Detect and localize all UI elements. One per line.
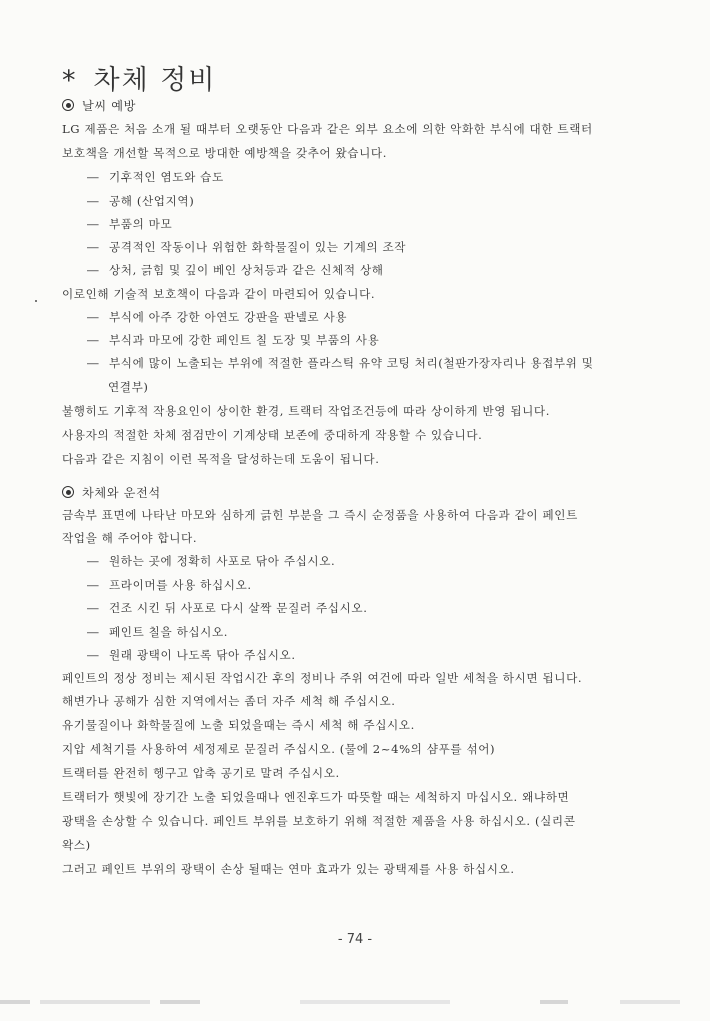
page-title <box>62 58 216 97</box>
section-heading-text: 날씨 예방 <box>82 99 136 113</box>
paragraph-line: 그러고 페인트 부위의 광택이 손상 될때는 연마 효과가 있는 광택제를 사용 하십시오. <box>62 862 515 876</box>
paragraph-line: 유기물질이나 화학물질에 노출 되었을때는 즉시 세척 해 주십시오. <box>62 718 415 732</box>
dash-marker: ― <box>87 240 100 254</box>
list-item <box>87 216 172 232</box>
list-item-text: 부품의 마모 <box>109 217 173 231</box>
paragraph-line: 작업을 해 주어야 합니다. <box>62 531 198 545</box>
circle-bullet-icon <box>62 486 74 498</box>
scan-speck <box>35 300 37 302</box>
list-item-text: 공해 (산업지역) <box>109 194 195 208</box>
list-item-text: 건조 시킨 뒤 사포로 다시 살짝 문질러 주십시오. <box>109 601 368 615</box>
title-text: 차체 정비 <box>93 65 217 96</box>
section-heading-weather <box>62 97 136 114</box>
list-item-text: 부식에 많이 노출되는 부위에 적절한 플라스틱 유약 코팅 처리(철판가장자리나 용접부위 및 <box>109 356 594 370</box>
paragraph-line: 트랙터가 햇빛에 장기간 노출 되었을때나 엔진후드가 따뜻할 때는 세척하지 마십시오. 왜냐하면 <box>62 790 570 804</box>
paragraph-line: 트랙터를 완전히 헹구고 압축 공기로 말려 주십시오. <box>62 766 340 780</box>
dash-marker: ― <box>87 356 100 370</box>
dash-marker: ― <box>87 554 100 568</box>
list-item <box>87 309 347 325</box>
dash-marker: ― <box>87 601 100 615</box>
dash-marker: ― <box>87 578 100 592</box>
dash-marker: ― <box>87 263 100 277</box>
dash-marker: ― <box>87 194 100 208</box>
section-heading-body <box>62 484 161 501</box>
paragraph-line: 불행히도 기후적 작용요인이 상이한 환경, 트랙터 작업조건등에 따라 상이하게 반영 됩니다. <box>62 404 551 418</box>
list-item <box>87 169 224 185</box>
dash-marker: ― <box>87 170 100 184</box>
list-item-text: 부식과 마모에 강한 페인트 칠 도장 및 부품의 사용 <box>109 333 380 347</box>
circle-bullet-icon <box>62 99 74 111</box>
scan-artifact <box>0 1000 710 1006</box>
dash-marker: ― <box>87 625 100 639</box>
paragraph-line: LG 제품은 처음 소개 될 때부터 오랫동안 다음과 같은 외부 요소에 의한 악화한 부식에 대한 트랙터 <box>62 122 593 136</box>
list-item <box>87 193 194 209</box>
paragraph-line: 다음과 같은 지침이 이런 목적을 달성하는데 도움이 됩니다. <box>62 452 380 466</box>
list-item-text: 원하는 곳에 정확히 사포로 닦아 주십시오. <box>109 554 336 568</box>
list-item-text: 부식에 아주 강한 아연도 강판을 판넬로 사용 <box>109 310 348 324</box>
section-heading-text: 차체와 운전석 <box>82 486 161 500</box>
list-item-text: 원래 광택이 나도록 닦아 주십시오. <box>109 648 296 662</box>
list-item-text: 기후적인 염도와 습도 <box>109 170 224 184</box>
list-item <box>87 600 367 616</box>
list-item-text: 공격적인 작동이나 위험한 화학물질이 있는 기계의 조작 <box>109 240 407 254</box>
list-item <box>87 647 296 663</box>
paragraph-line: 이로인해 기술적 보호책이 다음과 같이 마련되어 있습니다. <box>62 287 376 301</box>
paragraph-line: 보호책을 개선할 목적으로 방대한 예방책을 갖추어 왔습니다. <box>62 146 387 160</box>
list-item <box>87 624 228 640</box>
list-item <box>87 577 252 593</box>
paragraph-line: 사용자의 적절한 차체 점검만이 기계상태 보존에 중대하게 작용할 수 있습니다. <box>62 428 483 442</box>
list-item <box>87 553 335 569</box>
paragraph-line: 페인트의 정상 정비는 제시된 작업시간 후의 정비나 주위 여건에 따라 일반 세척을 하시면 됩니다. <box>62 671 583 685</box>
paragraph-line: 해변가나 공해가 심한 지역에서는 좀더 자주 세척 해 주십시오. <box>62 694 396 708</box>
list-item <box>87 262 384 278</box>
page-number: - 74 - <box>337 932 373 947</box>
asterisk-icon: * <box>62 65 78 96</box>
paragraph-line: 지압 세척기를 사용하여 세정제로 문질러 주십시오. (물에 2~4%의 샴푸를 섞어) <box>62 742 496 756</box>
list-item-text: 프라이머를 사용 하십시오. <box>109 578 252 592</box>
list-item-text: 상처, 긁힘 및 깊이 베인 상처등과 같은 신체적 상해 <box>109 263 384 277</box>
dash-marker: ― <box>87 333 100 347</box>
dash-marker: ― <box>87 648 100 662</box>
paragraph-line: 금속부 표면에 나타난 마모와 심하게 긁힌 부분을 그 즉시 순정품을 사용하여 다음과 같이 페인트 <box>62 508 578 522</box>
dash-marker: ― <box>87 310 100 324</box>
list-item <box>87 239 406 255</box>
paragraph-line: 광택을 손상할 수 있습니다. 페인트 부위를 보호하기 위해 적절한 제품을 사용 하십시오. (실리콘 <box>62 814 576 828</box>
list-item <box>87 332 379 348</box>
list-item <box>87 355 594 371</box>
list-item-text: 페인트 칠을 하십시오. <box>109 625 229 639</box>
list-item-continuation: 연결부) <box>108 380 149 394</box>
paragraph-line: 왁스) <box>62 838 91 852</box>
dash-marker: ― <box>87 217 100 231</box>
